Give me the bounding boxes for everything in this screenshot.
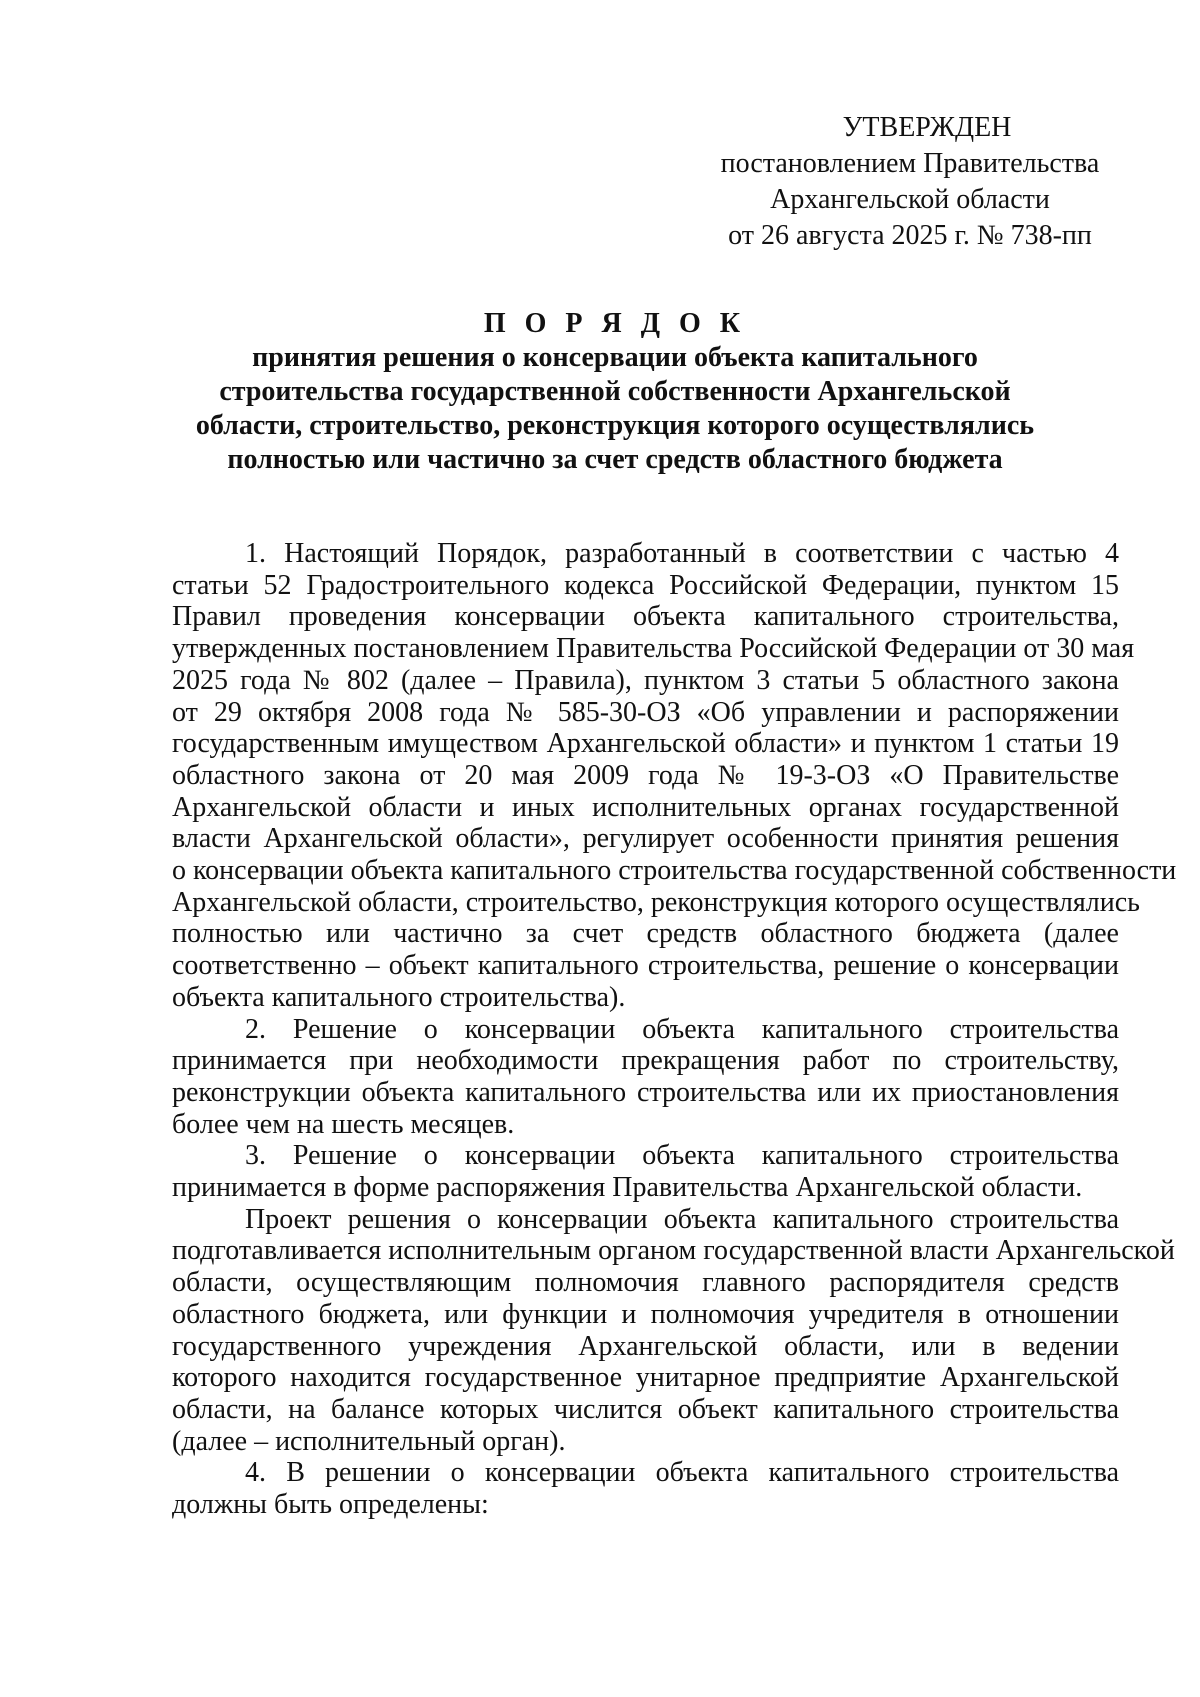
approval-stamp	[700, 110, 1120, 254]
paragraph-3b-line: государственного учреждения Архангельской области, или в ведении	[172, 1330, 1119, 1362]
approval-date-number: от 26 августа 2025 г. № 738-пп	[728, 220, 1092, 251]
paragraph-3b-line: Проект решения о консервации объекта капитального строительства	[245, 1203, 1119, 1235]
paragraph-1-line: областного закона от 20 мая 2009 года № 19-3-ОЗ «О Правительстве	[172, 759, 1119, 791]
approval-region: Архангельской области	[770, 184, 1050, 215]
paragraph-3-line: 3. Решение о консервации объекта капитального строительства	[245, 1140, 1119, 1172]
paragraph-3b-line: области, осуществляющим полномочия главного распорядителя средств	[172, 1267, 1119, 1299]
paragraph-3b-line: подготавливается исполнительным органом государственной власти Архангельской	[172, 1235, 1175, 1267]
paragraph-2-line: 2. Решение о консервации объекта капитального строительства	[245, 1013, 1119, 1045]
paragraph-1-line: 1. Настоящий Порядок, разработанный в соответствии с частью 4	[245, 538, 1119, 569]
document-subtitle-line: строительства государственной собственности Архангельской	[219, 376, 1011, 407]
paragraph-2-line: реконструкции объекта капитального строительства или их приостановления	[172, 1076, 1119, 1108]
paragraph-1-line: от 29 октября 2008 года № 585-30-ОЗ «Об управлении и распоряжении	[172, 696, 1119, 728]
paragraph-1-line: Архангельской области, строительство, реконструкция которого осуществлялись	[172, 886, 1140, 918]
document-subtitle-line: полностью или частично за счет средств областного бюджета	[227, 444, 1003, 475]
document-title-block	[175, 307, 1055, 477]
paragraph-2-line: принимается при необходимости прекращения работ по строительству,	[172, 1045, 1119, 1077]
paragraph-1-line: утвержденных постановлением Правительства Российской Федерации от 30 мая	[172, 633, 1135, 665]
paragraph-1-line: 2025 года № 802 (далее – Правила), пунктом 3 статьи 5 областного закона	[172, 664, 1119, 696]
document-body	[172, 538, 1177, 1521]
approval-authority: постановлением Правительства	[720, 148, 1100, 179]
paragraph-3b-line: областного бюджета, или функции и полномочия учредителя в отношении	[172, 1298, 1119, 1330]
document-subtitle-line: принятия решения о консервации объекта капитального	[252, 342, 978, 373]
paragraph-3-line: принимается в форме распоряжения Правительства Архангельской области.	[172, 1172, 1083, 1204]
paragraph-3b-line: области, на балансе которых числится объект капитального строительства	[172, 1393, 1119, 1425]
paragraph-1-line: Архангельской области и иных исполнительных органах государственной	[172, 791, 1119, 823]
paragraph-4-line: должны быть определены:	[172, 1489, 489, 1521]
approval-status: УТВЕРЖДЕН	[842, 112, 1012, 143]
paragraph-1-line: полностью или частично за счет средств областного бюджета (далее	[172, 918, 1119, 950]
paragraph-1-line: статьи 52 Градостроительного кодекса Российской Федерации, пунктом 15	[172, 569, 1119, 601]
paragraph-1-line: Правил проведения консервации объекта капитального строительства,	[172, 601, 1119, 633]
paragraph-1-line: соответственно – объект капитального строительства, решение о консервации	[172, 950, 1119, 982]
paragraph-2-line: более чем на шесть месяцев.	[172, 1108, 515, 1140]
document-subtitle-line: области, строительство, реконструкция которого осуществлялись	[195, 410, 1035, 441]
paragraph-1-line: государственным имуществом Архангельской области» и пунктом 1 статьи 19	[172, 728, 1119, 760]
document-title: П О Р Я Д О К	[483, 308, 747, 339]
paragraph-1-line: власти Архангельской области», регулирует особенности принятия решения	[172, 823, 1119, 855]
paragraph-4-line: 4. В решении о консервации объекта капитального строительства	[245, 1457, 1119, 1489]
paragraph-3b-line: которого находится государственное унитарное предприятие Архангельской	[172, 1362, 1119, 1394]
paragraph-3b-line: (далее – исполнительный орган).	[172, 1425, 566, 1457]
paragraph-1-line: объекта капитального строительства).	[172, 981, 626, 1013]
paragraph-1-line: о консервации объекта капитального строительства государственной собственности	[172, 855, 1177, 887]
